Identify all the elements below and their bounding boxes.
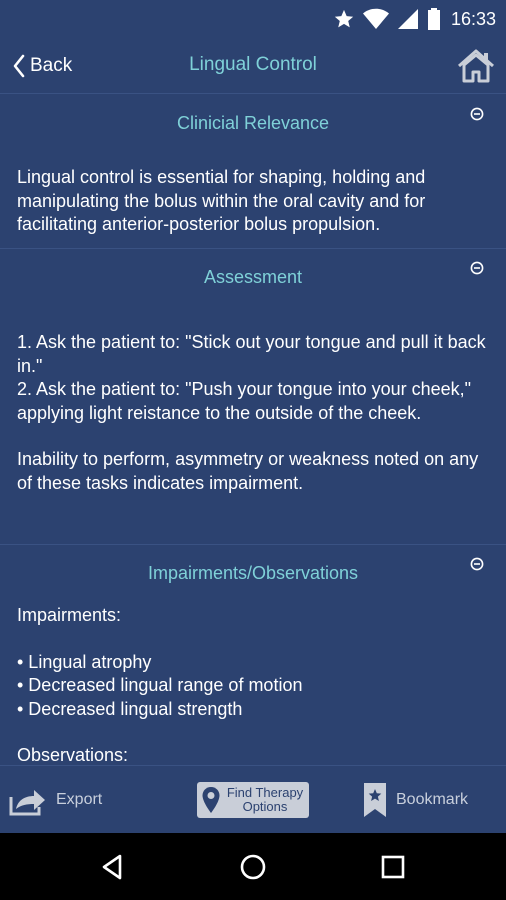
back-triangle-icon[interactable] — [98, 852, 128, 882]
paragraph: 1. Ask the patient to: "Stick out your tongue and pull it back in." — [17, 332, 486, 376]
section-impairments-observations — [0, 545, 506, 765]
section-clinical-relevance — [0, 95, 506, 249]
recents-square-icon[interactable] — [378, 852, 408, 882]
system-nav-bar — [0, 833, 506, 900]
list-item: • Decreased lingual range of motion — [17, 675, 303, 695]
star-icon — [333, 8, 355, 30]
content-scroll[interactable] — [0, 95, 506, 765]
bottom-toolbar — [0, 765, 506, 833]
home-circle-icon[interactable] — [238, 852, 268, 882]
section-header[interactable] — [0, 249, 506, 305]
bookmark-icon — [362, 782, 388, 818]
battery-icon — [427, 8, 441, 30]
collapse-icon[interactable] — [470, 107, 484, 121]
export-button[interactable] — [8, 780, 102, 820]
app-bar — [0, 38, 506, 94]
status-icons — [333, 6, 496, 32]
wifi-icon — [363, 8, 389, 30]
back-label: Back — [30, 55, 73, 76]
status-bar — [0, 0, 506, 38]
paragraph: Inability to perform, asymmetry or weakness noted on any of these tasks indicates impairment. — [17, 449, 479, 493]
paragraph: 2. Ask the patient to: "Push your tongue into your cheek," applying light reistance to the outside of the cheek. — [17, 379, 472, 423]
section-header[interactable] — [0, 545, 506, 601]
home-button[interactable] — [456, 46, 496, 86]
list-item: • Decreased lingual strength — [17, 698, 243, 719]
export-label: Export — [56, 791, 103, 808]
signal-icon — [397, 8, 419, 30]
section-body — [0, 601, 506, 765]
section-header[interactable] — [0, 95, 506, 151]
paragraph: Lingual control is essential for shaping, holding and manipulating the bolus within the oral cavity and for facilitating anterior-posterior bolus propulsion. — [17, 167, 426, 234]
section-assessment — [0, 249, 506, 545]
find-therapy-options-button[interactable] — [197, 782, 309, 818]
collapse-icon[interactable] — [470, 261, 484, 275]
bookmark-button[interactable] — [362, 780, 468, 820]
section-title: Impairments/Observations — [147, 563, 359, 583]
section-title: Clinicial Relevance — [176, 113, 330, 133]
status-time: 16:33 — [450, 8, 496, 29]
map-pin-icon — [201, 786, 221, 814]
section-body — [0, 151, 506, 237]
section-title: Assessment — [203, 267, 303, 287]
paragraph: Impairments: — [17, 605, 122, 625]
collapse-icon[interactable] — [470, 557, 484, 571]
list-item: • Lingual atrophy — [17, 651, 152, 672]
paragraph: Observations: — [17, 745, 129, 765]
bookmark-label: Bookmark — [396, 791, 469, 808]
find-therapy-options-label: Find Therapy Options — [226, 785, 304, 814]
home-icon — [456, 46, 496, 86]
section-body — [0, 305, 506, 495]
page-title: Lingual Control — [189, 54, 317, 75]
share-arrow-icon — [8, 783, 48, 817]
